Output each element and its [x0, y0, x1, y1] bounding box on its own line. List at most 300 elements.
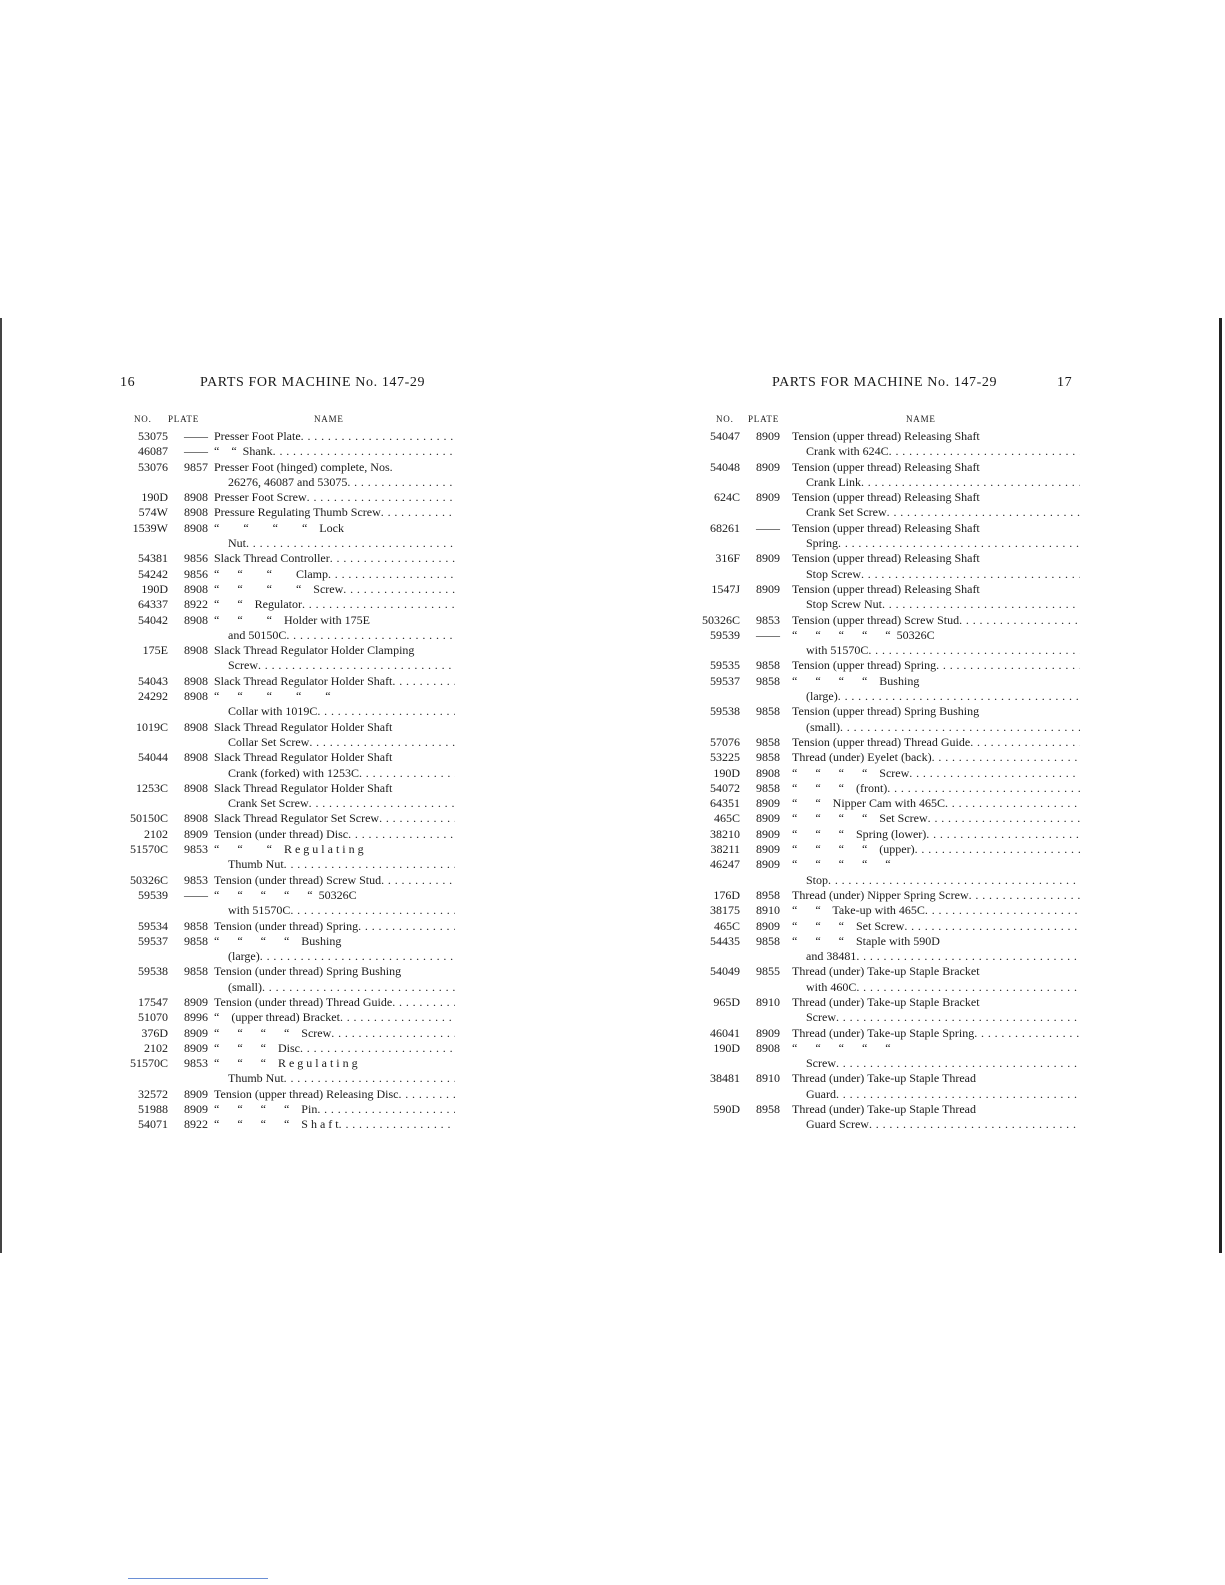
- part-number: 465C: [713, 811, 740, 826]
- table-row: [700, 460, 1080, 491]
- part-name-line: Tension (upper thread) Releasing Shaft: [792, 520, 980, 535]
- part-number: 59537: [138, 933, 168, 948]
- part-number: 59538: [138, 964, 168, 979]
- part-name: [792, 551, 1080, 582]
- plate-number: 8909: [756, 490, 780, 505]
- plate-number: 8996: [184, 1010, 208, 1025]
- table-row: [700, 613, 1080, 628]
- table-row: [700, 995, 1080, 1026]
- part-name: [792, 750, 1080, 765]
- dot-leader: [838, 689, 1080, 704]
- part-name: [792, 919, 1080, 934]
- part-name-line: Screw: [806, 1010, 836, 1025]
- part-number: 190D: [141, 490, 168, 505]
- part-name: [792, 460, 1080, 491]
- dot-leader: [970, 735, 1080, 750]
- part-number: 53076: [138, 459, 168, 474]
- dot-leader: [840, 720, 1080, 735]
- part-name: [214, 1102, 455, 1117]
- part-name-line: Slack Thread Regulator Holder Shaft: [214, 673, 393, 688]
- col-head-no: NO.: [716, 414, 734, 424]
- part-name-line: “ “ “ “ Screw: [792, 765, 910, 780]
- part-name: [214, 1117, 455, 1132]
- part-name-line: Stop Screw Nut: [806, 597, 882, 612]
- part-name: [792, 811, 1080, 826]
- part-number: 316F: [715, 551, 740, 566]
- plate-number: 9857: [184, 459, 208, 474]
- plate-number: 9858: [756, 780, 780, 795]
- col-head-plate: PLATE: [168, 414, 199, 424]
- part-number: 51070: [138, 1010, 168, 1025]
- table-row: [700, 1102, 1080, 1133]
- dot-leader: [887, 781, 1080, 796]
- table-row: [120, 1041, 455, 1056]
- part-name-line: “ “ Take-up with 465C: [792, 903, 925, 918]
- plate-number: 9856: [184, 551, 208, 566]
- part-name-line: Crank Link: [806, 474, 861, 489]
- part-name-line: and 38481: [806, 949, 857, 964]
- plate-number: 8909: [756, 1025, 780, 1040]
- plate-number: ——: [184, 444, 208, 459]
- table-row: [120, 811, 455, 826]
- part-name: [214, 505, 455, 520]
- plate-number: 8909: [184, 1025, 208, 1040]
- dot-leader: [959, 613, 1080, 628]
- table-row: [700, 781, 1080, 796]
- part-name-line: Tension (upper thread) Spring: [792, 658, 937, 673]
- table-row: [120, 613, 455, 644]
- part-number: 54242: [138, 566, 168, 581]
- dot-leader: [317, 704, 455, 719]
- part-name-line: Slack Thread Regulator Holder Clamping: [214, 643, 415, 658]
- part-name-line: “ “ “ Holder with 175E: [214, 612, 370, 627]
- left-page: [120, 375, 455, 1133]
- part-name: [214, 1041, 455, 1056]
- plate-number: 8910: [756, 994, 780, 1009]
- plate-number: 8908: [184, 643, 208, 658]
- plate-number: 8908: [184, 780, 208, 795]
- part-number: 51570C: [129, 1056, 168, 1071]
- part-name-line: Tension (under thread) Screw Stud: [214, 872, 382, 887]
- part-name: [214, 1010, 455, 1025]
- part-number: 59538: [710, 704, 740, 719]
- part-name: [214, 444, 455, 459]
- part-number: 54072: [710, 780, 740, 795]
- part-name: [792, 613, 1080, 628]
- part-number: 59534: [138, 918, 168, 933]
- part-name-line: Crank with 624C: [806, 444, 889, 459]
- plate-number: ——: [756, 520, 780, 535]
- part-name-line: Thumb Nut: [228, 1071, 284, 1086]
- plate-number: 8909: [756, 826, 780, 841]
- plate-number: 9853: [184, 842, 208, 857]
- plate-number: 9855: [756, 964, 780, 979]
- part-name-line: “ “ “ Set Screw: [792, 918, 905, 933]
- dot-leader: [392, 674, 455, 689]
- dot-leader: [300, 1041, 455, 1056]
- part-name: [214, 521, 455, 552]
- part-number: 59535: [710, 658, 740, 673]
- table-row: [700, 674, 1080, 705]
- plate-number: 8922: [184, 597, 208, 612]
- part-number: 965D: [713, 994, 740, 1009]
- part-name-line: Thread (under) Take-up Staple Thread: [792, 1071, 976, 1086]
- part-name-line: Tension (upper thread) Releasing Shaft: [792, 490, 980, 505]
- part-name: [792, 658, 1080, 673]
- part-name: [792, 796, 1080, 811]
- plate-number: 8909: [756, 581, 780, 596]
- part-number: 590D: [713, 1102, 740, 1117]
- part-number: 38210: [710, 826, 740, 841]
- part-name-line: Nut: [228, 536, 246, 551]
- plate-number: 8909: [756, 857, 780, 872]
- dot-leader: [381, 505, 455, 520]
- plate-number: 8908: [184, 689, 208, 704]
- part-name-line: “ “ “ Spring (lower): [792, 826, 927, 841]
- dot-leader: [836, 1056, 1080, 1071]
- part-number: 190D: [141, 581, 168, 596]
- page-number: 16: [120, 375, 136, 390]
- part-name: [214, 689, 455, 720]
- dot-leader: [861, 475, 1080, 490]
- part-name: [214, 720, 455, 751]
- part-number: 59539: [710, 627, 740, 642]
- plate-number: 9858: [184, 933, 208, 948]
- plate-number: 8908: [756, 765, 780, 780]
- part-name: [214, 873, 455, 888]
- part-number: 54043: [138, 673, 168, 688]
- part-name: [214, 429, 455, 444]
- plate-number: 8922: [184, 1117, 208, 1132]
- col-head-plate: PLATE: [748, 414, 779, 424]
- part-number: 38481: [710, 1071, 740, 1086]
- part-name-line: Tension (upper thread) Releasing Shaft: [792, 581, 980, 596]
- plate-number: 8910: [756, 1071, 780, 1086]
- part-name: [214, 919, 455, 934]
- part-name-line: “ “ “ “ Screw: [214, 1025, 332, 1040]
- column-headers: [120, 414, 455, 429]
- col-head-no: NO.: [134, 414, 152, 424]
- part-name-line: “ “ “ “ “: [214, 689, 331, 704]
- part-number: 46041: [710, 1025, 740, 1040]
- table-row: [700, 490, 1080, 521]
- table-row: [120, 919, 455, 934]
- plate-number: 8909: [756, 842, 780, 857]
- part-number: 50150C: [129, 811, 168, 826]
- plate-number: 8909: [756, 459, 780, 474]
- dot-leader: [284, 857, 455, 872]
- part-name-line: Thread (under) Take-up Staple Thread: [792, 1102, 976, 1117]
- part-number: 190D: [713, 765, 740, 780]
- part-number: 51988: [138, 1102, 168, 1117]
- part-name-line: Thread (under) Eyelet (back): [792, 750, 932, 765]
- table-row: [120, 781, 455, 812]
- part-number: 1547J: [711, 581, 740, 596]
- plate-number: 9858: [756, 658, 780, 673]
- table-row: [700, 1071, 1080, 1102]
- dot-leader: [309, 796, 455, 811]
- part-name-line: Spring: [806, 536, 839, 551]
- table-row: [120, 429, 455, 444]
- table-row: [120, 460, 455, 491]
- table-row: [120, 597, 455, 612]
- part-name-line: with 51570C: [228, 903, 291, 918]
- parts-list: [120, 429, 455, 1133]
- part-number: 57076: [710, 734, 740, 749]
- part-number: 38175: [710, 903, 740, 918]
- dot-leader: [307, 490, 455, 505]
- part-name-line: Thumb Nut: [228, 857, 284, 872]
- dot-leader: [887, 505, 1080, 520]
- dot-leader: [889, 444, 1080, 459]
- page-number: 17: [1057, 375, 1073, 390]
- part-name-line: Tension (under thread) Disc: [214, 826, 349, 841]
- part-name-line: with 460C: [806, 979, 857, 994]
- table-row: [120, 750, 455, 781]
- part-name: [792, 704, 1080, 735]
- part-number: 64337: [138, 597, 168, 612]
- dot-leader: [286, 628, 455, 643]
- table-row: [700, 811, 1080, 826]
- plate-number: 8908: [184, 750, 208, 765]
- part-name-line: Tension (upper thread) Releasing Shaft: [792, 459, 980, 474]
- part-name: [214, 750, 455, 781]
- part-number: 376D: [141, 1025, 168, 1040]
- part-name-line: Presser Foot Screw: [214, 490, 307, 505]
- dot-leader: [347, 475, 455, 490]
- part-name-line: Screw: [228, 658, 258, 673]
- part-name-line: “ “ “ (front): [792, 780, 888, 795]
- part-name-line: “ “ “ “ (upper): [792, 842, 915, 857]
- part-number: 624C: [713, 490, 740, 505]
- part-number: 59539: [138, 887, 168, 902]
- dot-leader: [331, 1026, 455, 1041]
- dot-leader: [359, 766, 455, 781]
- part-name-line: Collar with 1019C: [228, 704, 318, 719]
- part-name: [792, 582, 1080, 613]
- part-name-line: “ “ “ “ Bushing: [792, 673, 920, 688]
- part-name-line: “ “ “ Staple with 590D: [792, 933, 940, 948]
- part-name: [214, 811, 455, 826]
- table-row: [120, 1117, 455, 1132]
- dot-leader: [398, 1087, 455, 1102]
- part-name: [792, 490, 1080, 521]
- part-name-line: Slack Thread Regulator Holder Shaft: [214, 750, 393, 765]
- part-name: [792, 888, 1080, 903]
- part-name: [792, 674, 1080, 705]
- dot-leader: [969, 888, 1080, 903]
- dot-leader: [925, 903, 1080, 918]
- dot-leader: [915, 842, 1080, 857]
- part-number: 50326C: [129, 872, 168, 887]
- part-name-line: “ “ “ R e g u l a t i n g: [214, 842, 364, 857]
- part-name: [792, 766, 1080, 781]
- dot-leader: [856, 980, 1080, 995]
- dot-leader: [258, 658, 455, 673]
- part-number: 46087: [138, 444, 168, 459]
- part-name-line: (small): [228, 979, 262, 994]
- dot-leader: [301, 429, 455, 444]
- table-row: [700, 1026, 1080, 1041]
- part-number: 54044: [138, 750, 168, 765]
- plate-number: 8908: [184, 811, 208, 826]
- plate-number: 8909: [756, 918, 780, 933]
- column-headers: [700, 414, 1080, 429]
- part-name-line: “ “ “ “ Screw: [214, 581, 344, 596]
- dot-leader: [262, 980, 455, 995]
- running-title: PARTS FOR MACHINE No. 147-29: [772, 375, 998, 390]
- part-name-line: Tension (upper thread) Releasing Shaft: [792, 551, 980, 566]
- part-number: 175E: [142, 643, 168, 658]
- part-name-line: Crank Set Screw: [806, 505, 887, 520]
- table-row: [700, 521, 1080, 552]
- dot-leader: [339, 1117, 455, 1132]
- part-name-line: Slack Thread Regulator Holder Shaft: [214, 719, 393, 734]
- plate-number: 9853: [756, 612, 780, 627]
- scan-edge-left: [0, 318, 2, 1253]
- dot-leader: [828, 873, 1080, 888]
- plate-number: 8958: [756, 887, 780, 902]
- plate-number: 9858: [184, 918, 208, 933]
- part-name-line: Thread (under) Take-up Staple Bracket: [792, 964, 980, 979]
- part-name: [792, 521, 1080, 552]
- part-name-line: “ “ “ “ Pin: [214, 1102, 318, 1117]
- part-number: 2102: [144, 1040, 168, 1055]
- part-name-line: Slack Thread Controller: [214, 551, 330, 566]
- plate-number: 8908: [184, 673, 208, 688]
- plate-number: ——: [756, 627, 780, 642]
- plate-number: 9858: [756, 704, 780, 719]
- part-number: 53075: [138, 429, 168, 443]
- part-name: [214, 643, 455, 674]
- part-name: [214, 781, 455, 812]
- part-number: 54435: [710, 933, 740, 948]
- dot-leader: [290, 903, 455, 918]
- plate-number: 8908: [184, 520, 208, 535]
- plate-number: 8909: [184, 826, 208, 841]
- part-number: 38211: [710, 842, 740, 857]
- part-number: 2102: [144, 826, 168, 841]
- part-name: [792, 1071, 1080, 1102]
- table-row: [700, 628, 1080, 659]
- part-number: 46247: [710, 857, 740, 872]
- table-row: [700, 857, 1080, 888]
- selection-underline: [128, 1578, 268, 1579]
- part-name-line: “ “ “ Disc: [214, 1040, 300, 1055]
- dot-leader: [836, 1087, 1080, 1102]
- running-head: [700, 375, 1080, 395]
- part-name: [214, 490, 455, 505]
- part-name-line: Screw: [806, 1056, 836, 1071]
- parts-list: [700, 429, 1080, 1133]
- part-number: 1253C: [135, 780, 168, 795]
- plate-number: 9858: [756, 933, 780, 948]
- table-row: [700, 827, 1080, 842]
- table-row: [120, 567, 455, 582]
- table-row: [120, 643, 455, 674]
- part-number: 64351: [710, 796, 740, 811]
- part-name-line: Crank (forked) with 1253C: [228, 765, 359, 780]
- part-name-line: Tension (under thread) Spring: [214, 918, 359, 933]
- dot-leader: [317, 1102, 455, 1117]
- part-number: 190D: [713, 1040, 740, 1055]
- part-name: [792, 628, 1080, 659]
- plate-number: 8909: [756, 811, 780, 826]
- table-row: [700, 582, 1080, 613]
- part-name-line: Collar Set Screw: [228, 734, 310, 749]
- part-name-line: Tension (upper thread) Spring Bushing: [792, 704, 980, 719]
- dot-leader: [392, 995, 455, 1010]
- table-row: [700, 1041, 1080, 1072]
- plate-number: 8958: [756, 1102, 780, 1117]
- dot-leader: [932, 750, 1080, 765]
- part-name: [214, 460, 455, 491]
- part-name: [214, 995, 455, 1010]
- table-row: [120, 582, 455, 597]
- part-name-line: Crank Set Screw: [228, 796, 309, 811]
- part-name: [792, 995, 1080, 1026]
- table-row: [700, 964, 1080, 995]
- table-row: [120, 842, 455, 873]
- table-row: [120, 873, 455, 888]
- plate-number: 9853: [184, 1056, 208, 1071]
- part-number: 17547: [138, 994, 168, 1009]
- part-name-line: Slack Thread Regulator Set Screw: [214, 811, 380, 826]
- dot-leader: [379, 811, 455, 826]
- part-name: [792, 827, 1080, 842]
- part-name: [214, 1026, 455, 1041]
- table-row: [120, 1010, 455, 1025]
- plate-number: 8909: [756, 551, 780, 566]
- plate-number: 9858: [184, 964, 208, 979]
- part-name: [214, 613, 455, 644]
- table-row: [700, 735, 1080, 750]
- part-number: 176D: [713, 887, 740, 902]
- table-row: [120, 827, 455, 842]
- part-name-line: Presser Foot Plate: [214, 429, 301, 443]
- part-name-line: “ “ “ “ Lock: [214, 520, 344, 535]
- part-number: 54071: [138, 1117, 168, 1132]
- plate-number: 8910: [756, 903, 780, 918]
- part-name-line: “ “ “ Clamp: [214, 566, 328, 581]
- col-head-name: NAME: [314, 414, 344, 424]
- dot-leader: [945, 796, 1080, 811]
- dot-leader: [343, 582, 455, 597]
- part-name-line: Pressure Regulating Thumb Screw: [214, 505, 381, 520]
- table-row: [700, 919, 1080, 934]
- table-row: [120, 720, 455, 751]
- dot-leader: [246, 536, 455, 551]
- plate-number: 9858: [756, 673, 780, 688]
- part-name-line: Presser Foot (hinged) complete, Nos.: [214, 459, 393, 474]
- part-name-line: “ “ “ “ Bushing: [214, 933, 342, 948]
- part-name-line: “ “ “ R e g u l a t i n g: [214, 1056, 358, 1071]
- part-number: 54049: [710, 964, 740, 979]
- part-number: 59537: [710, 673, 740, 688]
- part-name: [214, 567, 455, 582]
- part-name-line: (large): [806, 689, 838, 704]
- table-row: [700, 429, 1080, 460]
- table-row: [120, 1056, 455, 1087]
- table-row: [700, 551, 1080, 582]
- plate-number: 8909: [184, 1086, 208, 1101]
- part-name: [214, 1056, 455, 1087]
- dot-leader: [909, 766, 1080, 781]
- part-name: [792, 842, 1080, 857]
- part-name: [792, 934, 1080, 965]
- dot-leader: [904, 919, 1080, 934]
- part-name-line: “ “ “ “ “: [792, 857, 891, 872]
